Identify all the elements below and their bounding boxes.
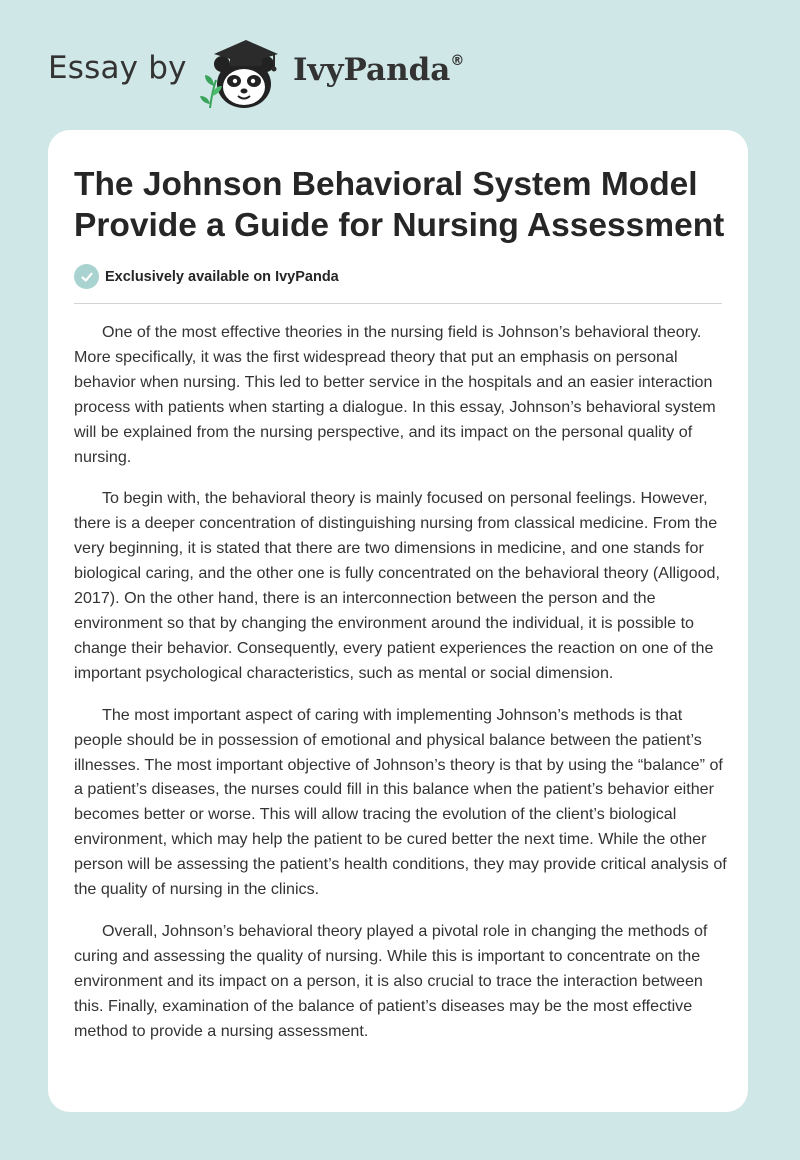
essay-title: The Johnson Behavioral System Model Provide a Guide for Nursing Assessment xyxy=(74,166,725,244)
brand-name[interactable] xyxy=(293,52,464,88)
registered-mark: ® xyxy=(450,52,465,69)
paragraph: One of the most effective theories in the nursing field is Johnson’s behavioral theory. More specifically, it was the first widespread theory that put an emphasis on personal behavior when nursing. This led to better service in the hospitals and an easier interaction process with patients when starting a dialogue. In this essay, Johnson’s behavioral system will be explained from the nursing perspective, and its impact on the personal quality of nursing. xyxy=(74,323,716,466)
site-header xyxy=(0,0,800,130)
paragraph: To begin with, the behavioral theory is mainly focused on personal feelings. However, there is a deeper concentration of distinguishing nursing from classical medicine. From the very beginning, it is stated that there are two dimensions in medicine, and one stands for biological caring, and the other one is fully concentrated on the behavioral theory (Alligood, 2017). On the other hand, there is an interconnection between the person and the environment so that by changing the environment around the individual, it is possible to change their behavior. Consequently, every patient experiences the reaction on one of the important psychological characteristics, such as mental or social dimension. xyxy=(74,489,720,682)
exclusive-label: Exclusively available on IvyPanda xyxy=(105,268,339,285)
essay-by-label: Essay by xyxy=(48,50,187,86)
panda-logo-icon[interactable] xyxy=(200,34,290,110)
essay-card xyxy=(48,130,748,1112)
paragraph: The most important aspect of caring with implementing Johnson’s methods is that people should be in possession of emotional and physical balance between the patient’s illnesses. The most important objective of Johnson’s theory is that by using the “balance” of a patient’s diseases, the nurses could fill in this balance when the patient’s behavior either becomes better or worse. This will allow tracing the evolution of the client’s biological environment, which may help the patient to be cured better the next time. While the other person will be assessing the patient’s health conditions, they may provide critical analysis of the quality of nursing in the clinics. xyxy=(74,705,727,899)
paragraph: Overall, Johnson’s behavioral theory played a pivotal role in changing the methods of curing and assessing the quality of nursing. While this is important to concentrate on the environment and its impact on a person, it is also crucial to trace the interaction between this. Finally, examination of the balance of patient’s diseases may be the most effective method to provide a nursing assessment. xyxy=(74,921,708,1040)
brand-text: IvyPanda xyxy=(293,52,451,88)
exclusive-badge xyxy=(74,264,339,289)
essay-body xyxy=(74,320,729,1060)
title-divider xyxy=(74,303,722,304)
check-icon xyxy=(74,264,99,289)
